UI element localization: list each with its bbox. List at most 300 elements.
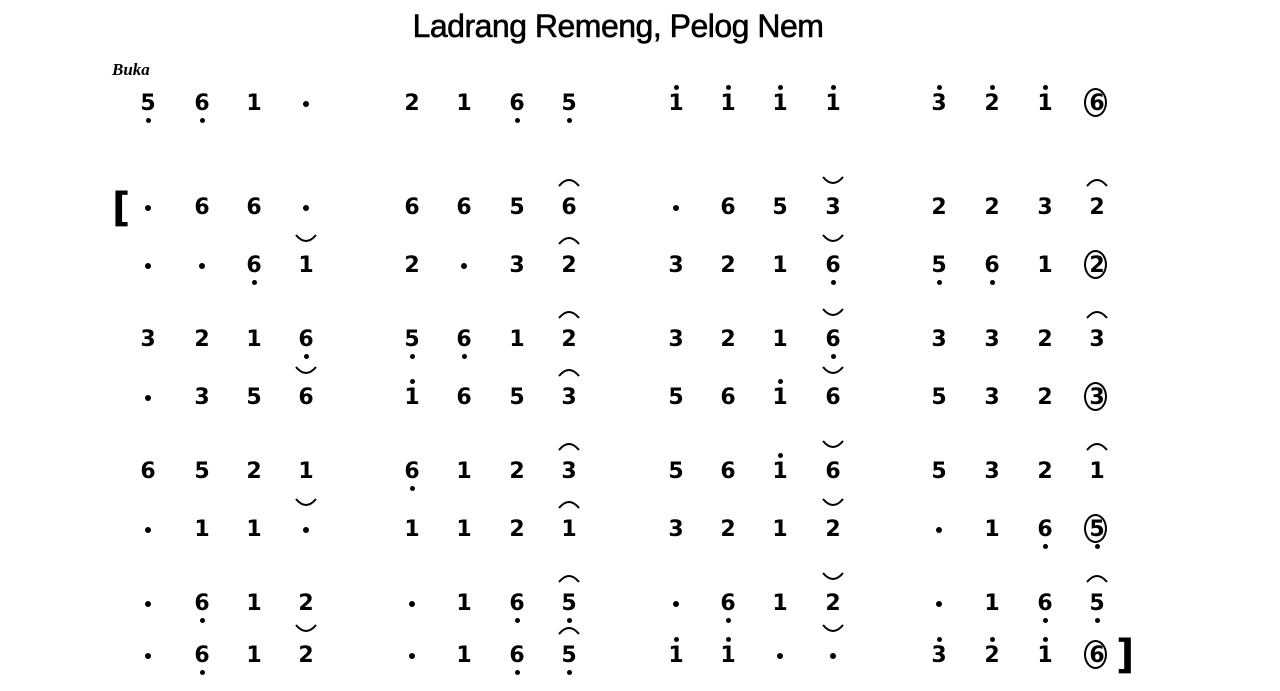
note-cell [128,246,168,286]
note-cell [760,584,800,624]
note-cell [760,636,800,676]
note-number: 1 [668,91,684,116]
note-number: 2 [509,517,525,542]
rest-dot [777,653,783,659]
note-number: 1 [720,91,736,116]
note-number: 2 [194,327,210,352]
note-number: 2 [825,517,841,542]
note-cell [497,246,537,286]
note-number: 3 [509,253,525,278]
kenong-arc-mark [555,622,583,636]
note-number: 5 [246,385,262,410]
note-number: 2 [298,591,314,616]
note-number: 6 [509,91,525,116]
notation-row [0,452,1280,492]
note-number: 1 [246,517,262,542]
kenong-arc-mark [1083,306,1111,320]
note-number: 5 [561,591,577,616]
note-number: 2 [509,459,525,484]
high-octave-dot [990,85,995,90]
note-number: 2 [984,91,1000,116]
low-octave-dot [200,618,205,623]
note-number: 6 [720,459,736,484]
note-cell [1025,452,1065,492]
note-cell [497,378,537,418]
note-cell [656,84,696,124]
note-cell [813,378,853,418]
note-number: 1 [984,517,1000,542]
note-number: 6 [561,195,577,220]
note-number: 6 [1037,517,1053,542]
note-cell [1077,510,1117,550]
notation-row [0,584,1280,624]
note-cell [919,378,959,418]
note-number: 5 [931,253,947,278]
note-cell [549,452,589,492]
high-octave-dot [1043,637,1048,642]
note-cell [919,246,959,286]
note-cell [182,510,222,550]
kempul-smile-mark [292,622,320,636]
note-cell [708,378,748,418]
note-cell [813,636,853,676]
note-cell [128,320,168,360]
note-cell [286,188,326,228]
note-number: 5 [140,91,156,116]
note-cell [919,84,959,124]
note-cell [549,246,589,286]
low-octave-dot [410,486,415,491]
note-cell [813,452,853,492]
repeat-close-bracket: ] [1116,632,1135,678]
note-number: 3 [1089,327,1105,352]
note-number: 2 [1089,195,1105,220]
kempul-smile-mark [819,174,847,188]
note-number: 3 [931,327,947,352]
low-octave-dot [990,280,995,285]
note-cell [549,84,589,124]
note-cell [392,636,432,676]
note-cell [549,320,589,360]
note-cell [972,188,1012,228]
rest-dot [830,653,836,659]
note-cell [444,636,484,676]
rest-dot [145,395,151,401]
note-cell [972,510,1012,550]
note-cell [656,246,696,286]
note-cell [497,636,537,676]
note-number: 2 [561,253,577,278]
note-cell [919,320,959,360]
note-number: 1 [1037,643,1053,668]
note-cell [656,636,696,676]
high-octave-dot [674,85,679,90]
high-octave-dot [410,379,415,384]
note-number: 5 [561,643,577,668]
high-octave-dot [726,85,731,90]
note-cell [760,378,800,418]
note-number: 6 [246,253,262,278]
note-cell [392,378,432,418]
note-number: 1 [246,643,262,668]
rest-dot [409,653,415,659]
note-number: 3 [931,91,947,116]
note-cell [1025,510,1065,550]
low-octave-dot [515,670,520,675]
low-octave-dot [515,618,520,623]
note-cell [392,320,432,360]
note-cell [1025,378,1065,418]
note-cell [234,584,274,624]
note-number: 2 [984,195,1000,220]
notation-row [0,636,1280,676]
low-octave-dot [462,354,467,359]
note-cell [182,452,222,492]
rest-dot [303,205,309,211]
note-number: 1 [1037,253,1053,278]
rest-dot [673,601,679,607]
note-number: 2 [298,643,314,668]
note-cell [972,378,1012,418]
note-number: 3 [1089,385,1105,410]
note-cell [234,636,274,676]
note-number: 5 [509,385,525,410]
note-number: 5 [772,195,788,220]
note-cell [708,636,748,676]
note-number: 1 [456,517,472,542]
note-cell [760,452,800,492]
note-number: 6 [825,327,841,352]
note-cell [444,188,484,228]
notation-row [0,188,1280,228]
kempul-smile-mark [819,232,847,246]
rest-dot [145,653,151,659]
note-cell [392,452,432,492]
kenong-arc-mark [555,570,583,584]
note-number: 6 [456,195,472,220]
note-number: 1 [194,517,210,542]
note-cell [813,246,853,286]
gong-circle [1084,250,1107,279]
rest-dot [673,205,679,211]
low-octave-dot [937,280,942,285]
note-number: 6 [825,253,841,278]
gong-circle [1084,88,1107,117]
note-cell [1025,320,1065,360]
note-cell [128,188,168,228]
note-number: 1 [772,459,788,484]
note-number: 1 [404,517,420,542]
note-cell [497,84,537,124]
note-cell [919,510,959,550]
kenong-arc-mark [555,306,583,320]
repeat-open-bracket: [ [112,185,131,231]
note-number: 1 [772,591,788,616]
note-number: 1 [668,643,684,668]
note-number: 3 [668,253,684,278]
page-title: Ladrang Remeng, Pelog Nem [412,8,824,44]
note-cell [919,584,959,624]
note-number: 1 [825,91,841,116]
kempul-smile-mark [292,232,320,246]
note-number: 2 [984,643,1000,668]
low-octave-dot [200,118,205,123]
note-cell [656,510,696,550]
low-octave-dot [304,354,309,359]
note-number: 5 [931,385,947,410]
note-number: 6 [509,591,525,616]
note-number: 3 [1037,195,1053,220]
high-octave-dot [778,379,783,384]
note-number: 3 [825,195,841,220]
note-cell [708,452,748,492]
note-cell [1025,636,1065,676]
low-octave-dot [410,354,415,359]
note-cell [708,584,748,624]
note-number: 6 [1089,91,1105,116]
note-cell [1077,320,1117,360]
note-cell [549,378,589,418]
note-number: 6 [194,91,210,116]
note-cell [182,378,222,418]
note-cell [760,188,800,228]
note-cell [234,510,274,550]
high-octave-dot [674,637,679,642]
note-number: 3 [931,643,947,668]
note-cell [286,636,326,676]
note-cell [972,246,1012,286]
kenong-arc-mark [555,496,583,510]
note-cell [497,510,537,550]
kempul-smile-mark [819,364,847,378]
note-number: 1 [984,591,1000,616]
note-number: 6 [298,327,314,352]
kempul-smile-mark [819,306,847,320]
note-number: 3 [140,327,156,352]
note-number: 5 [194,459,210,484]
note-number: 5 [1089,517,1105,542]
note-cell [286,84,326,124]
note-cell [182,246,222,286]
note-cell [392,510,432,550]
gong-circle [1084,640,1107,669]
note-number: 6 [720,385,736,410]
note-cell [128,378,168,418]
kempul-smile-mark [292,496,320,510]
low-octave-dot [831,354,836,359]
note-number: 6 [825,459,841,484]
note-number: 1 [772,385,788,410]
note-cell [444,452,484,492]
low-octave-dot [146,118,151,123]
note-number: 1 [509,327,525,352]
note-cell [128,510,168,550]
note-number: 6 [456,385,472,410]
rest-dot [936,527,942,533]
note-cell [656,320,696,360]
note-cell [182,84,222,124]
high-octave-dot [1043,85,1048,90]
note-number: 1 [772,91,788,116]
note-cell [549,188,589,228]
note-cell [1025,584,1065,624]
note-cell [656,584,696,624]
note-number: 2 [931,195,947,220]
note-cell [128,84,168,124]
note-number: 1 [1037,91,1053,116]
note-number: 6 [298,385,314,410]
note-cell [128,452,168,492]
note-number: 6 [194,643,210,668]
note-number: 1 [772,327,788,352]
note-cell [182,636,222,676]
note-cell [549,636,589,676]
note-cell [286,584,326,624]
low-octave-dot [1043,544,1048,549]
note-number: 3 [668,517,684,542]
note-cell [182,188,222,228]
note-cell [444,246,484,286]
rest-dot [461,263,467,269]
note-cell [919,188,959,228]
note-cell [234,246,274,286]
note-number: 5 [1089,591,1105,616]
note-number: 3 [984,459,1000,484]
note-cell [1025,246,1065,286]
note-cell [286,510,326,550]
note-cell [972,452,1012,492]
note-cell [1077,188,1117,228]
note-cell [972,636,1012,676]
note-cell [813,510,853,550]
note-number: 1 [246,591,262,616]
low-octave-dot [1043,618,1048,623]
note-cell [497,584,537,624]
note-cell [708,188,748,228]
note-cell [1077,246,1117,286]
note-number: 2 [1037,385,1053,410]
note-number: 5 [404,327,420,352]
note-number: 6 [246,195,262,220]
note-cell [813,188,853,228]
high-octave-dot [778,85,783,90]
kempul-smile-mark [819,622,847,636]
note-cell [444,320,484,360]
rest-dot [409,601,415,607]
kenong-arc-mark [555,438,583,452]
note-number: 1 [246,91,262,116]
note-cell [444,84,484,124]
low-octave-dot [252,280,257,285]
rest-dot [199,263,205,269]
kempul-smile-mark [819,438,847,452]
rest-dot [145,527,151,533]
note-number: 5 [668,385,684,410]
high-octave-dot [726,637,731,642]
note-number: 2 [404,253,420,278]
note-cell [1025,188,1065,228]
kempul-smile-mark [819,496,847,510]
note-number: 1 [772,517,788,542]
notation-row [0,510,1280,550]
note-cell [1077,84,1117,124]
note-cell [497,188,537,228]
note-cell [919,452,959,492]
note-cell [182,584,222,624]
note-number: 6 [825,385,841,410]
kenong-arc-mark [1083,438,1111,452]
note-cell [760,320,800,360]
note-number: 2 [246,459,262,484]
low-octave-dot [567,118,572,123]
note-number: 6 [984,253,1000,278]
note-number: 6 [194,195,210,220]
low-octave-dot [200,670,205,675]
note-cell [708,510,748,550]
note-number: 6 [194,591,210,616]
note-number: 2 [1089,253,1105,278]
note-cell [234,188,274,228]
buka-label: Buka [112,60,150,79]
low-octave-dot [831,280,836,285]
note-number: 1 [404,385,420,410]
note-cell [234,320,274,360]
note-cell [972,320,1012,360]
note-number: 1 [772,253,788,278]
high-octave-dot [831,85,836,90]
kenong-arc-mark [555,174,583,188]
note-number: 6 [720,195,736,220]
note-number: 1 [456,643,472,668]
low-octave-dot [515,118,520,123]
rest-dot [145,263,151,269]
kempul-smile-mark [292,364,320,378]
note-cell [234,378,274,418]
note-cell [444,378,484,418]
note-cell [128,584,168,624]
note-cell [392,84,432,124]
kempul-smile-mark [819,570,847,584]
note-number: 6 [404,195,420,220]
note-number: 3 [668,327,684,352]
note-cell [182,320,222,360]
note-cell [444,510,484,550]
note-number: 2 [1037,459,1053,484]
note-number: 6 [140,459,156,484]
note-number: 1 [298,253,314,278]
rest-dot [145,205,151,211]
high-octave-dot [778,453,783,458]
note-cell [234,84,274,124]
note-cell [656,378,696,418]
note-cell [234,452,274,492]
note-cell [1077,452,1117,492]
kenong-arc-mark [1083,570,1111,584]
note-cell [1077,584,1117,624]
note-cell [813,320,853,360]
rest-dot [303,527,309,533]
note-cell [760,246,800,286]
note-cell [549,584,589,624]
note-number: 3 [561,385,577,410]
low-octave-dot [1095,544,1100,549]
notation-row [0,320,1280,360]
note-number: 6 [720,591,736,616]
note-cell [1077,378,1117,418]
note-number: 2 [1037,327,1053,352]
low-octave-dot [726,618,731,623]
kenong-arc-mark [555,364,583,378]
